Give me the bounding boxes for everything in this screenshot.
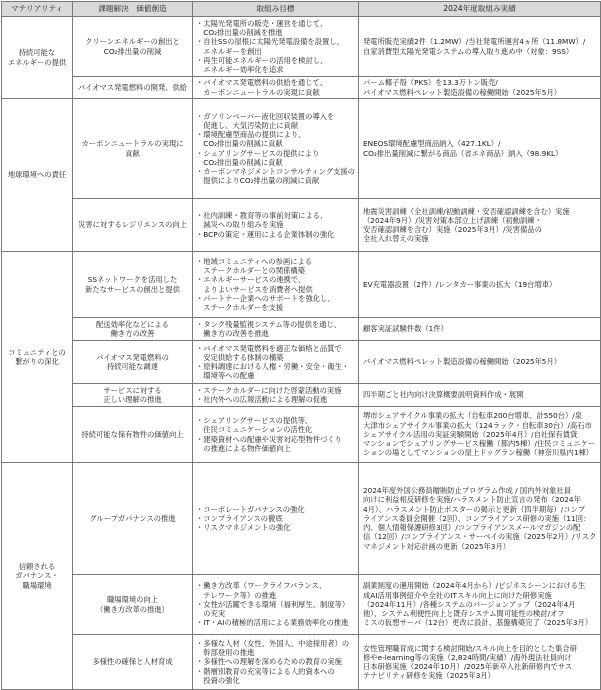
issue-cell — [73, 575, 193, 635]
result-cell — [359, 252, 601, 318]
result-cell — [359, 575, 601, 635]
issue-cell — [73, 252, 193, 318]
target-cell-line: ・カーボンマネジメントコンサルティング支援の — [196, 166, 355, 176]
target-cell-line: ・建築資材への配慮や災害対応型物件づくり — [196, 434, 342, 444]
target-cell-line: の推進による物件価値向上 — [196, 443, 291, 453]
result-cell-line: 自家消費型太陽光発電システムの導入取り進め中（対象：9SS） — [363, 46, 574, 56]
table-row — [2, 17, 601, 77]
target-cell-line: ・パートナー企業へのサポートを強化し、 — [196, 293, 335, 303]
target-cell-line: ・自社SSの屋根に太陽光発電設備を設置し、 — [196, 37, 344, 47]
table-row — [2, 407, 601, 463]
target-cell-line: 住民コミュニケーションの活性化 — [196, 425, 313, 435]
target-cell-line: 働き方の改善を推進 — [196, 329, 269, 338]
result-cell — [359, 384, 601, 407]
table-row — [2, 77, 601, 99]
result-cell-line: マンションでシェアリングサービス稼働（都内5棟）/住民コミュニケー — [363, 439, 596, 449]
result-cell-line: 副業制度の運用開始（2024年4月から）/ビジネスシーンにおける生 — [363, 581, 586, 591]
result-cell-line: 四半期ごと社内向け決算概要説明資料作成・展開 — [363, 390, 524, 400]
target-cell-line: ・環境配慮型商品の提供により、 — [196, 130, 306, 140]
result-cell-line: 他）、システム利便性向上と既存システム間可能性の検討/オフ — [363, 609, 565, 619]
result-cell-line: （2024年9月）/災害対策本部立上げ訓練（初動訓練・ — [363, 215, 542, 225]
target-cell-line: 提供によりCO₂排出量の削減に貢献 — [196, 176, 320, 186]
issue-cell-line: 持続可能な調達 — [106, 362, 159, 371]
target-cell-line: ・原料調達における人権・労働・安全・衛生・ — [196, 362, 350, 371]
target-cell-line: ・多様な人材（女性、外国人、中途採用者）の — [196, 638, 350, 648]
result-cell-line: 発電所販売実績2件（1.2MW）/当社発電所運営4ヵ所（11.8MW）/ — [363, 37, 586, 47]
target-cell-line: ・再生可能エネルギーの活用を検討し、 — [196, 55, 328, 65]
materiality-cell — [2, 99, 73, 252]
target-cell-line: ・階層別教育の充実等による人的資本への — [196, 666, 335, 676]
result-cell-line: テナビリティ研修を実施（2025年3月） — [363, 671, 495, 681]
result-cell-line: 顧客実証試験件数（1件） — [363, 324, 448, 334]
issue-cell-line: 配送効率化などによる — [96, 319, 169, 329]
materiality-cell-line: エネルギーの提供 — [7, 57, 67, 67]
materiality-table — [1, 1, 601, 690]
target-cell-line: 環境等への配慮 — [196, 371, 255, 381]
target-cell — [193, 77, 359, 99]
target-cell-line: ・エネルギーサービスの連携で、 — [196, 275, 306, 285]
result-cell-line: 大津市シェアサイクル事業の拡大（124ラック・自転車30台）/高石市 — [363, 420, 592, 430]
issue-cell-line: クリーンエネルギーの創出と — [85, 37, 180, 47]
target-cell-line: ・社内訓練・教育等の事前対策による、 — [196, 211, 328, 221]
target-cell-line: ・社内外への広報活動による理解の促進 — [196, 395, 328, 404]
result-cell-line: マネジメント対応計画の更新（2025年3月） — [363, 541, 511, 551]
result-cell-line: 向けに利益相反研修を実施/ハラスメント防止宣言の発布（2024年 — [363, 495, 581, 505]
materiality-cell-line: 繋がりの深化 — [15, 357, 59, 366]
target-cell — [193, 252, 359, 318]
header-issue: 課題解決 価値創造 — [73, 2, 193, 17]
target-cell-line: ・IT・AIの積極的活用による業務効率化の推進 — [196, 618, 349, 628]
materiality-cell — [2, 17, 73, 99]
issue-cell-line: 職場環境の向上 — [106, 595, 159, 605]
materiality-cell-line: 地球環境への責任 — [7, 170, 67, 180]
target-cell — [193, 17, 359, 77]
issue-cell-line: バイオマス発電燃料の開発、供給 — [77, 82, 188, 92]
result-cell-line: 4月）、ハラスメント防止ポスターの掲示と更新（四半期毎）/コンプ — [363, 504, 586, 514]
result-cell — [359, 341, 601, 384]
result-cell — [359, 318, 601, 341]
issue-cell-line: サービスに対する — [103, 385, 162, 395]
materiality-cell-line: 信頼される — [18, 562, 56, 572]
target-cell-line: 促進し、大気汚染防止に貢献 — [196, 120, 299, 130]
target-cell-line: ・コンプライアンスの徹底 — [196, 513, 283, 523]
issue-cell-line: SSネットワークを活用した — [87, 275, 178, 285]
result-cell-line: 信（12回）/コンプライアンス・サーベイの実施（2025年2月）/リスク — [363, 532, 597, 542]
result-cell-line: 内、個人情報保護研修3回）/コンプライアンスメールマガジンの配 — [363, 523, 581, 533]
target-cell-line: 減災への取り組みを実施 — [196, 220, 284, 230]
target-cell-line: ・多様性への理解を深めるための教育の実施 — [196, 657, 342, 667]
target-cell-line: よりよいサービスを消費者へ提供 — [196, 284, 313, 294]
result-cell-line: バイオマス燃料ペレット製造設備の稼働開始（2025年5月） — [363, 357, 562, 367]
result-cell-line: 堺市シェアサイクル事業の拡大（自転車200台増車、計550台）/泉 — [363, 411, 583, 421]
target-cell-line: ・リスクマネジメントの強化 — [196, 523, 291, 533]
result-cell-line: ションの場としてマンションの屋上ドッグラン稼働（神奈川県内1棟） — [363, 448, 594, 458]
issue-cell-line: CO₂排出量の削減 — [103, 46, 162, 56]
result-cell — [359, 199, 601, 252]
issue-cell — [73, 635, 193, 690]
result-cell-line: 修やe-learning等の実施（2,824時間/実績）/海外現法社員向け — [363, 652, 572, 662]
table-row — [2, 384, 601, 407]
target-cell-line: 安定供給する体制の構築 — [196, 352, 284, 362]
target-cell-line: ・地域コミュニティへの参画による — [196, 256, 313, 266]
issue-cell — [73, 341, 193, 384]
target-cell-line: 幹部登用の推進 — [196, 648, 255, 658]
target-cell-line: テレワーク等）の推進 — [196, 590, 277, 600]
target-cell — [193, 341, 359, 384]
result-cell-line: ライアンス委員会開催（2回）、コンプライアンス研修の実施（11回： — [363, 513, 591, 523]
result-cell-line: CO₂排出量削減に繋がる商品（省エネ商品）納入（98.9KL） — [363, 148, 563, 158]
result-cell-line: EV充電器設置（2件）/レンタカー事業の拡大（19台増車） — [363, 279, 557, 289]
target-cell-line: の充実 — [196, 609, 226, 619]
result-cell-line: シェアサイクル活用の実証実験開始（2025年4月）/自社保有賃貸 — [363, 429, 578, 439]
issue-cell-line: 働き方の改善 — [110, 329, 155, 338]
table-row — [2, 341, 601, 384]
result-cell-line: 女性管理職育成に関する検討開始/スキル向上を目的とした集合研 — [363, 643, 577, 653]
target-cell-line: ・ガソリンベーパー液化回収装置の導入を — [196, 111, 335, 121]
issue-cell-line: 多様性の確保と人材育成 — [92, 657, 173, 667]
issue-cell — [73, 407, 193, 463]
target-cell-line: ・BCPの策定・運用による企業体制の強化 — [196, 229, 335, 239]
target-cell-line: エネルギーを創出 — [196, 46, 262, 56]
header-target: 取組み目標 — [193, 2, 359, 17]
result-cell — [359, 463, 601, 575]
issue-cell-line: （働き方改革の推進） — [96, 604, 169, 614]
issue-cell — [73, 99, 193, 199]
materiality-cell-line: 持続可能な — [18, 48, 56, 58]
result-cell — [359, 99, 601, 199]
header-result: 2024年度取組み実績 — [359, 2, 601, 17]
target-cell-line: ・コーポレートガバナンスの強化 — [196, 504, 305, 514]
issue-cell — [73, 17, 193, 77]
target-cell-line: ステークホルダーとの関係構築 — [196, 266, 306, 276]
result-cell-line: バイオマス燃料ペレット製造設備の稼働開始（2025年5月） — [363, 87, 562, 97]
target-cell-line: ・女性が活躍できる環境（福利厚生、制度等） — [196, 599, 350, 609]
result-cell-line: 安否確認訓練を含む）実施（2025年3月）/災害備品の — [363, 225, 542, 234]
target-cell-line: CO₂排出量の削減を推進 — [196, 28, 283, 38]
target-cell — [193, 99, 359, 199]
issue-cell-line: 正しい理解の推進 — [103, 395, 162, 404]
result-cell-line: 2024年度外国公務員贈賄防止プログラム作成 / 国内外対象社員 — [363, 486, 572, 496]
target-cell — [193, 463, 359, 575]
target-cell — [193, 384, 359, 407]
result-cell-line: ENEOS環境配慮型商品納入（427.1KL）/ — [363, 139, 501, 149]
target-cell-line: CO₂排出量の削減に貢献 — [196, 139, 283, 149]
result-cell-line: 日本研修実施（2024年10月）/2025年新卒入社新研修内でサス — [363, 662, 573, 671]
issue-cell-line: 貢献 — [125, 148, 140, 158]
issue-cell — [73, 77, 193, 99]
table-row — [2, 318, 601, 341]
result-cell — [359, 635, 601, 690]
result-cell-line: （2024年11月）/各種システムのバージョンアップ（2024年4月 — [363, 599, 576, 609]
target-cell — [193, 407, 359, 463]
target-cell-line: ・太陽光発電所の販売・運営を通じて、 — [196, 18, 328, 28]
target-cell — [193, 575, 359, 635]
result-cell-line: 全社入れ替えの実施 — [363, 234, 429, 244]
issue-cell-line: 災害に対するレジリエンスの向上 — [78, 220, 187, 230]
table-row — [2, 252, 601, 318]
target-cell — [193, 199, 359, 252]
result-cell — [359, 77, 601, 99]
materiality-cell-line: ガバナンス・ — [15, 571, 59, 581]
target-cell-line: CO₂排出量の削減に貢献 — [196, 157, 283, 167]
issue-cell — [73, 199, 193, 252]
result-cell-line: パーム椰子殻（PKS）を13.3万トン販売/ — [363, 78, 498, 88]
result-cell-line: 地震災害訓練（全社訓練/初動訓練・安否確認訓練を含む）実施 — [363, 206, 570, 216]
issue-cell-line: カーボンニュートラルの実現に — [81, 139, 184, 149]
target-cell-line: ステークホルダーを支援 — [196, 302, 284, 312]
materiality-cell — [2, 463, 73, 690]
result-cell-line: 成AI活用事例紹介や全社のITスキル向上に向けた研修実施 — [363, 590, 552, 600]
issue-cell-line: バイオマス発電燃料の — [96, 352, 169, 362]
result-cell-line: ミスの仮想サーバ（12台）更改に設計、基盤構築完了（2025年3月） — [363, 618, 593, 628]
target-cell-line: ・シェアリングサービスの提供により — [196, 148, 320, 158]
issue-cell — [73, 384, 193, 407]
target-cell-line: ・シェアリングサービスの提供等、 — [196, 416, 313, 426]
target-cell — [193, 635, 359, 690]
target-cell-line: ・働き方改革（ワークライフバランス、 — [196, 581, 327, 591]
materiality-cell-line: コミュニティとの — [8, 347, 66, 357]
table-row — [2, 199, 601, 252]
header-row — [2, 2, 601, 17]
table-row — [2, 99, 601, 199]
table-row — [2, 575, 601, 635]
materiality-cell — [2, 252, 73, 463]
target-cell-line: ・バイオマス発電燃料を適正な価格と品質で — [196, 343, 342, 353]
target-cell-line: エネルギー効率化を追求 — [196, 64, 284, 74]
table-row — [2, 635, 601, 690]
issue-cell-line: グループガバナンスの推進 — [89, 513, 176, 523]
target-cell-line: 投資の強化 — [196, 675, 240, 685]
table-row — [2, 463, 601, 575]
result-cell — [359, 407, 601, 463]
target-cell-line: ・バイオマス発電燃料の供給を通じて、 — [196, 78, 327, 88]
header-materiality: マテリアリティ — [2, 2, 73, 17]
issue-cell — [73, 318, 193, 341]
target-cell — [193, 318, 359, 341]
target-cell-line: ・タンク残量監視システム等の提供を通じ、 — [196, 319, 342, 329]
result-cell — [359, 17, 601, 77]
materiality-cell-line: 職場環境 — [22, 580, 52, 590]
issue-cell — [73, 463, 193, 575]
issue-cell-line: 持続可能な保有物件の価値向上 — [81, 429, 184, 439]
target-cell-line: ・ステークホルダーに向けた啓蒙活動の実施 — [196, 385, 342, 395]
issue-cell-line: 新たなサービスの創出と提供 — [85, 284, 180, 294]
target-cell-line: カーボンニュートラルの実現に貢献 — [196, 87, 320, 97]
